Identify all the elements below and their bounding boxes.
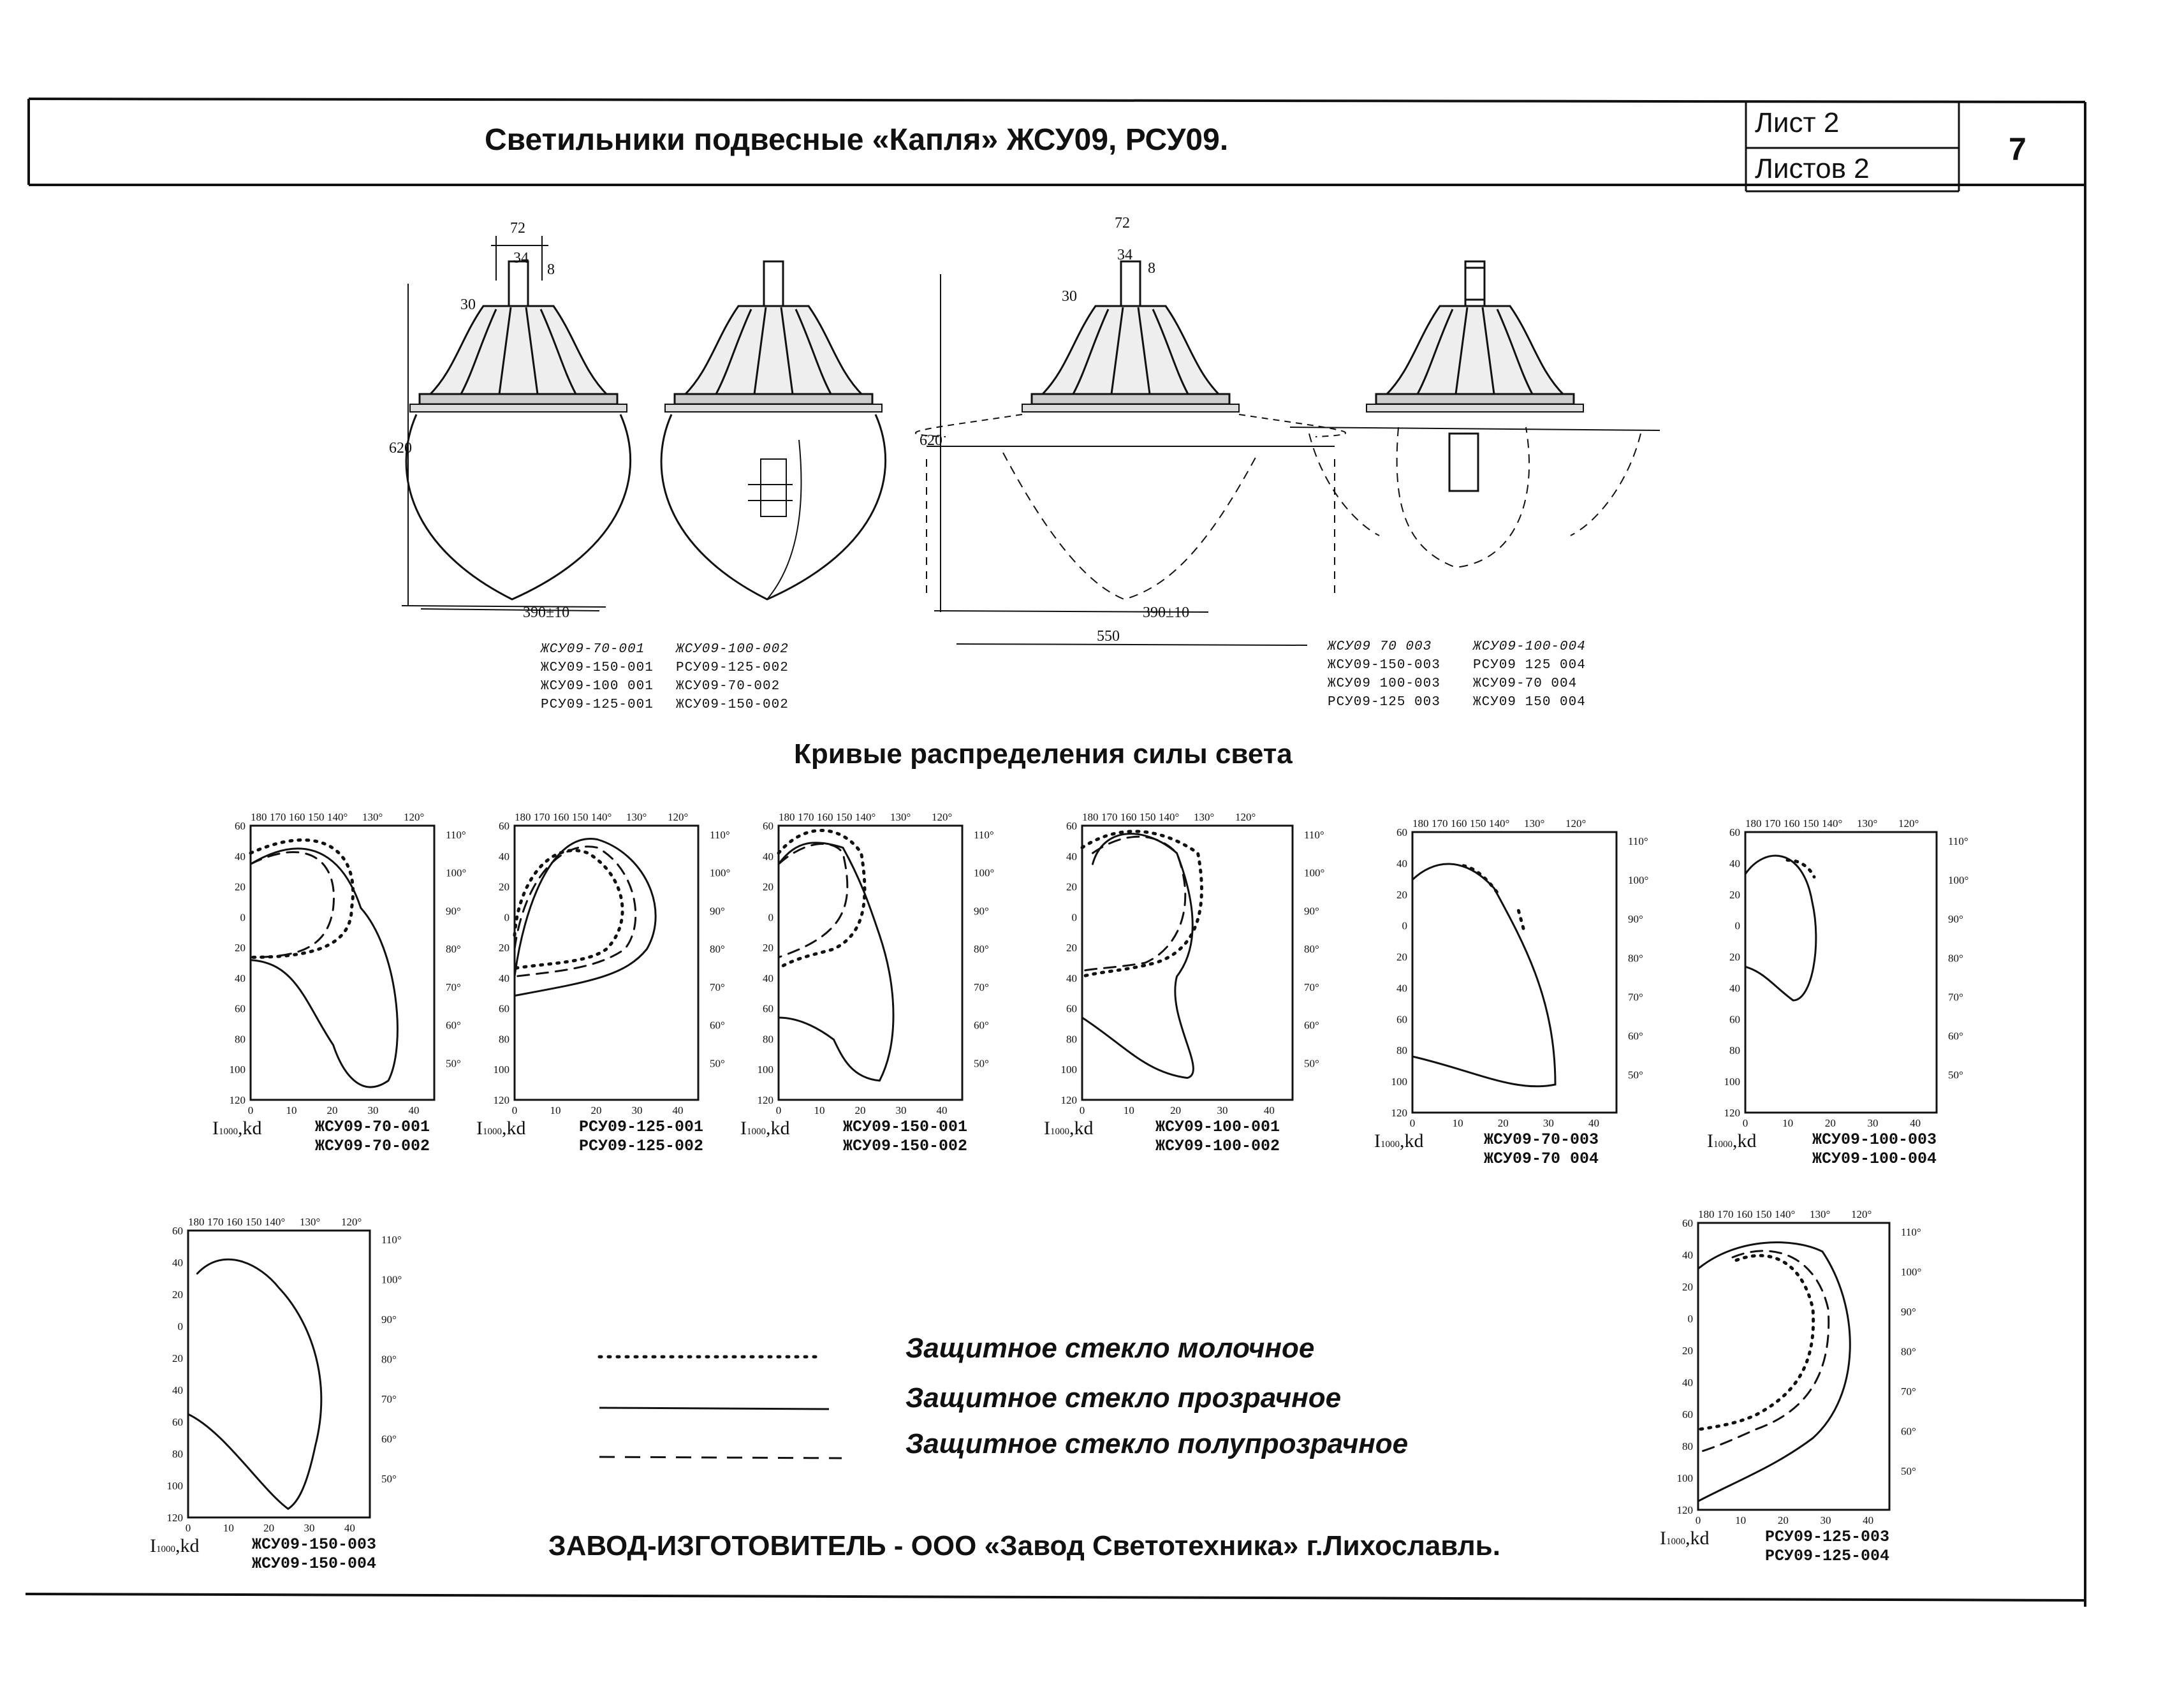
angle-tick-label: 70° bbox=[381, 1393, 397, 1405]
y-tick-label: 80 bbox=[1729, 1044, 1740, 1057]
angle-tick-label: 60° bbox=[974, 1019, 989, 1032]
top-angle-label: 130° bbox=[1194, 811, 1215, 823]
y-tick-label: 60 bbox=[235, 820, 246, 832]
angle-tick-label: 100° bbox=[1628, 874, 1649, 887]
top-angle-label: 140° bbox=[1822, 817, 1843, 830]
y-tick-label: 60 bbox=[1729, 826, 1740, 838]
y-tick-label: 60 bbox=[235, 1002, 246, 1015]
x-tick-label: 30 bbox=[895, 1104, 907, 1116]
angle-tick-label: 80° bbox=[710, 943, 725, 956]
top-angle-label: 130° bbox=[1524, 817, 1545, 830]
top-angle-label: 170 bbox=[798, 811, 814, 823]
plot-name: ЖСУ09-70-003 ЖСУ09-70 004 bbox=[1484, 1130, 1599, 1168]
top-angle-label: 120° bbox=[668, 811, 689, 823]
legend-label-dotted: Защитное стекло молочное bbox=[905, 1333, 1315, 1364]
angle-tick-label: 60° bbox=[1948, 1030, 1963, 1042]
plot-name: ЖСУ09-150-003 ЖСУ09-150-004 bbox=[252, 1535, 377, 1573]
angle-tick-label: 60° bbox=[1901, 1425, 1916, 1438]
x-tick-label: 0 bbox=[185, 1522, 191, 1534]
y-tick-label: 20 bbox=[1729, 888, 1740, 901]
top-angle-label: 180 bbox=[188, 1216, 205, 1228]
angle-tick-label: 100° bbox=[446, 866, 467, 879]
x-tick-label: 20 bbox=[854, 1104, 866, 1116]
page-number: 7 bbox=[2009, 131, 2026, 167]
section-title: Кривые распределения силы света bbox=[794, 738, 1293, 770]
angle-tick-label: 100° bbox=[1304, 866, 1325, 879]
plot-name: ЖСУ09-100-003 ЖСУ09-100-004 bbox=[1812, 1130, 1937, 1168]
x-tick-label: 20 bbox=[263, 1522, 275, 1534]
top-angle-label: 140° bbox=[591, 811, 612, 823]
y-tick-label: 40 bbox=[1396, 982, 1407, 995]
x-tick-label: 40 bbox=[936, 1104, 948, 1116]
y-tick-label: 40 bbox=[235, 972, 246, 984]
units-label: I1000,kd bbox=[1044, 1118, 1094, 1139]
x-tick-label: 20 bbox=[326, 1104, 338, 1116]
top-angle-label: 140° bbox=[1775, 1208, 1796, 1220]
angle-tick-label: 100° bbox=[1948, 874, 1969, 887]
x-tick-label: 30 bbox=[367, 1104, 379, 1116]
y-tick-label: 20 bbox=[1066, 942, 1077, 954]
angle-tick-label: 50° bbox=[446, 1057, 461, 1070]
angle-tick-label: 90° bbox=[1948, 913, 1963, 926]
top-angle-label: 160 bbox=[226, 1216, 243, 1228]
top-angle-label: 130° bbox=[362, 811, 383, 823]
top-angle-label: 180 bbox=[1698, 1208, 1715, 1220]
top-angle-label: 160 bbox=[289, 811, 305, 823]
angle-tick-label: 90° bbox=[446, 905, 461, 917]
top-angle-label: 120° bbox=[1851, 1208, 1872, 1220]
angle-tick-label: 70° bbox=[1304, 981, 1319, 993]
top-angle-label: 170 bbox=[1717, 1208, 1734, 1220]
x-tick-label: 0 bbox=[247, 1104, 254, 1116]
y-tick-label: 100 bbox=[229, 1063, 246, 1076]
top-angle-label: 170 bbox=[1101, 811, 1118, 823]
dimension-34: 34 bbox=[513, 250, 529, 267]
y-tick-label: 100 bbox=[493, 1063, 509, 1076]
document-title: Светильники подвесные «Капля» ЖСУ09, РСУ09. bbox=[485, 123, 1229, 157]
angle-tick-label: 100° bbox=[710, 866, 731, 879]
y-tick-label: 20 bbox=[763, 881, 773, 893]
top-angle-label: 150 bbox=[572, 811, 589, 823]
units-label: I1000,kd bbox=[150, 1535, 200, 1556]
x-tick-label: 30 bbox=[1543, 1117, 1554, 1129]
top-angle-label: 170 bbox=[1764, 817, 1781, 830]
angle-tick-label: 100° bbox=[1901, 1266, 1922, 1278]
y-tick-label: 80 bbox=[172, 1448, 183, 1460]
x-tick-label: 40 bbox=[1910, 1117, 1921, 1129]
angle-tick-label: 80° bbox=[381, 1353, 397, 1366]
y-tick-label: 20 bbox=[499, 881, 509, 893]
plot-name: РСУ09-125-003 РСУ09-125-004 bbox=[1765, 1528, 1890, 1565]
angle-tick-label: 50° bbox=[974, 1057, 989, 1070]
units-label: I1000,kd bbox=[1660, 1528, 1710, 1549]
angle-tick-label: 60° bbox=[1304, 1019, 1319, 1032]
y-tick-label: 40 bbox=[1729, 982, 1740, 995]
x-tick-label: 20 bbox=[1170, 1104, 1182, 1116]
y-tick-label: 120 bbox=[757, 1094, 773, 1106]
y-tick-label: 80 bbox=[763, 1033, 773, 1046]
angle-tick-label: 50° bbox=[1948, 1069, 1963, 1081]
y-tick-label: 60 bbox=[499, 1002, 509, 1015]
y-tick-label: 120 bbox=[1724, 1107, 1740, 1119]
plot-name: ЖСУ09-70-001 ЖСУ09-70-002 bbox=[315, 1118, 430, 1155]
y-tick-label: 120 bbox=[166, 1512, 183, 1524]
x-tick-label: 40 bbox=[1863, 1514, 1874, 1526]
y-tick-label: 20 bbox=[235, 942, 246, 954]
dimension-72: 72 bbox=[1115, 215, 1130, 231]
top-angle-label: 160 bbox=[1784, 817, 1800, 830]
y-tick-label: 20 bbox=[1682, 1345, 1693, 1357]
plot-name: ЖСУ09-100-001 ЖСУ09-100-002 bbox=[1155, 1118, 1280, 1155]
angle-tick-label: 110° bbox=[1628, 835, 1648, 847]
top-angle-label: 120° bbox=[404, 811, 425, 823]
angle-tick-label: 60° bbox=[1628, 1030, 1643, 1042]
units-label: I1000,kd bbox=[740, 1118, 790, 1139]
dimension-8: 8 bbox=[547, 261, 555, 278]
y-tick-label: 60 bbox=[172, 1225, 183, 1237]
top-angle-label: 130° bbox=[1857, 817, 1878, 830]
x-tick-label: 10 bbox=[223, 1522, 234, 1534]
x-tick-label: 10 bbox=[1452, 1117, 1463, 1129]
dimension-620: 620 bbox=[920, 432, 942, 449]
dimension-620: 620 bbox=[389, 440, 412, 457]
y-tick-label: 0 bbox=[177, 1320, 183, 1333]
top-angle-label: 180 bbox=[779, 811, 795, 823]
y-tick-label: 40 bbox=[499, 972, 509, 984]
y-tick-label: 40 bbox=[1066, 972, 1077, 984]
top-angle-label: 140° bbox=[265, 1216, 286, 1228]
y-tick-label: 60 bbox=[1066, 1002, 1077, 1015]
top-angle-label: 170 bbox=[534, 811, 550, 823]
y-tick-label: 20 bbox=[1396, 951, 1407, 963]
angle-tick-label: 80° bbox=[974, 943, 989, 956]
angle-tick-label: 110° bbox=[710, 829, 730, 841]
y-tick-label: 100 bbox=[1060, 1063, 1077, 1076]
angle-tick-label: 70° bbox=[1901, 1385, 1916, 1398]
top-angle-label: 140° bbox=[855, 811, 876, 823]
top-angle-label: 130° bbox=[1810, 1208, 1831, 1220]
y-tick-label: 60 bbox=[763, 820, 773, 832]
x-tick-label: 30 bbox=[1820, 1514, 1831, 1526]
angle-tick-label: 60° bbox=[710, 1019, 725, 1032]
top-angle-label: 180 bbox=[251, 811, 267, 823]
angle-tick-label: 80° bbox=[1304, 943, 1319, 956]
top-angle-label: 170 bbox=[270, 811, 286, 823]
top-angle-label: 120° bbox=[1898, 817, 1919, 830]
luminaire-codes-group-3: ЖСУ09 70 003 ЖСУ09-150-003 ЖСУ09 100-003 РСУ09-125 003 bbox=[1328, 640, 1440, 710]
y-tick-label: 20 bbox=[763, 942, 773, 954]
top-angle-label: 150 bbox=[308, 811, 325, 823]
y-tick-label: 20 bbox=[1066, 881, 1077, 893]
dimension-30: 30 bbox=[460, 296, 476, 313]
legend-swatch-solid bbox=[599, 1408, 829, 1409]
y-tick-label: 80 bbox=[1396, 1044, 1407, 1057]
x-tick-label: 20 bbox=[1497, 1117, 1509, 1129]
top-angle-label: 170 bbox=[1432, 817, 1448, 830]
top-angle-label: 160 bbox=[817, 811, 833, 823]
x-tick-label: 30 bbox=[1867, 1117, 1879, 1129]
y-tick-label: 80 bbox=[235, 1033, 246, 1046]
dimension-550: 550 bbox=[1097, 628, 1120, 645]
angle-tick-label: 70° bbox=[446, 981, 461, 993]
y-tick-label: 40 bbox=[235, 850, 246, 863]
units-label: I1000,kd bbox=[1707, 1130, 1757, 1151]
manufacturer-note: ЗАВОД-ИЗГОТОВИТЕЛЬ - ООО «Завод Светотехника» г.Лихославль. bbox=[548, 1530, 1500, 1561]
angle-tick-label: 110° bbox=[446, 829, 466, 841]
y-tick-label: 120 bbox=[493, 1094, 509, 1106]
top-angle-label: 140° bbox=[327, 811, 348, 823]
top-angle-label: 160 bbox=[1120, 811, 1137, 823]
units-label: I1000,kd bbox=[1374, 1130, 1424, 1151]
y-tick-label: 20 bbox=[1729, 951, 1740, 963]
x-tick-label: 40 bbox=[408, 1104, 420, 1116]
angle-tick-label: 90° bbox=[1901, 1306, 1916, 1318]
y-tick-label: 120 bbox=[229, 1094, 246, 1106]
top-angle-label: 180 bbox=[1412, 817, 1429, 830]
y-tick-label: 20 bbox=[235, 881, 246, 893]
y-tick-label: 100 bbox=[1391, 1076, 1407, 1088]
y-tick-label: 120 bbox=[1060, 1094, 1077, 1106]
x-tick-label: 20 bbox=[590, 1104, 602, 1116]
x-tick-label: 20 bbox=[1824, 1117, 1836, 1129]
top-angle-label: 180 bbox=[1745, 817, 1762, 830]
x-tick-label: 10 bbox=[550, 1104, 561, 1116]
x-tick-label: 30 bbox=[1217, 1104, 1228, 1116]
x-tick-label: 0 bbox=[775, 1104, 782, 1116]
x-tick-label: 40 bbox=[344, 1522, 355, 1534]
angle-tick-label: 50° bbox=[1304, 1057, 1319, 1070]
x-tick-label: 0 bbox=[1695, 1514, 1701, 1526]
y-tick-label: 20 bbox=[172, 1352, 183, 1364]
top-angle-label: 150 bbox=[246, 1216, 262, 1228]
y-tick-label: 40 bbox=[1066, 850, 1077, 863]
plot-name: ЖСУ09-150-001 ЖСУ09-150-002 bbox=[843, 1118, 968, 1155]
y-tick-label: 20 bbox=[1396, 888, 1407, 901]
top-angle-label: 120° bbox=[932, 811, 953, 823]
top-angle-label: 120° bbox=[341, 1216, 362, 1228]
angle-tick-label: 90° bbox=[1628, 913, 1643, 926]
y-tick-label: 40 bbox=[1682, 1249, 1693, 1261]
dimension-30: 30 bbox=[1062, 288, 1077, 305]
angle-tick-label: 90° bbox=[381, 1313, 397, 1326]
y-tick-label: 60 bbox=[499, 820, 509, 832]
angle-tick-label: 110° bbox=[974, 829, 994, 841]
y-tick-label: 60 bbox=[1066, 820, 1077, 832]
x-tick-label: 30 bbox=[631, 1104, 643, 1116]
x-tick-label: 20 bbox=[1777, 1514, 1789, 1526]
angle-tick-label: 80° bbox=[446, 943, 461, 956]
y-tick-label: 40 bbox=[1729, 857, 1740, 870]
y-tick-label: 40 bbox=[1682, 1377, 1693, 1389]
y-tick-label: 40 bbox=[172, 1257, 183, 1269]
angle-tick-label: 50° bbox=[1628, 1069, 1643, 1081]
angle-tick-label: 100° bbox=[381, 1273, 402, 1286]
angle-tick-label: 60° bbox=[381, 1433, 397, 1445]
top-angle-label: 150 bbox=[1470, 817, 1486, 830]
top-angle-label: 120° bbox=[1235, 811, 1256, 823]
dimension-34: 34 bbox=[1117, 247, 1132, 263]
x-tick-label: 40 bbox=[672, 1104, 684, 1116]
y-tick-label: 0 bbox=[768, 911, 773, 924]
legend-swatch-dashed bbox=[599, 1457, 842, 1458]
angle-tick-label: 70° bbox=[1948, 991, 1963, 1004]
top-angle-label: 150 bbox=[1803, 817, 1819, 830]
angle-tick-label: 50° bbox=[710, 1057, 725, 1070]
angle-tick-label: 90° bbox=[974, 905, 989, 917]
y-tick-label: 20 bbox=[172, 1289, 183, 1301]
units-label: I1000,kd bbox=[476, 1118, 526, 1139]
angle-tick-label: 70° bbox=[1628, 991, 1643, 1004]
x-tick-label: 10 bbox=[286, 1104, 297, 1116]
y-tick-label: 100 bbox=[166, 1480, 183, 1492]
legend-label-dashed: Защитное стекло полупрозрачное bbox=[905, 1428, 1409, 1459]
x-tick-label: 0 bbox=[1079, 1104, 1085, 1116]
angle-tick-label: 110° bbox=[1948, 835, 1968, 847]
top-angle-label: 150 bbox=[1140, 811, 1156, 823]
plot-name: РСУ09-125-001 РСУ09-125-002 bbox=[579, 1118, 704, 1155]
angle-tick-label: 60° bbox=[446, 1019, 461, 1032]
top-angle-label: 180 bbox=[1082, 811, 1099, 823]
y-tick-label: 20 bbox=[1682, 1281, 1693, 1293]
y-tick-label: 60 bbox=[1682, 1217, 1693, 1229]
dimension-diameter-390: 390±10 bbox=[523, 604, 570, 621]
angle-tick-label: 70° bbox=[710, 981, 725, 993]
sheets-count-label: Листов 2 bbox=[1755, 153, 1870, 184]
top-angle-label: 160 bbox=[1736, 1208, 1753, 1220]
x-tick-label: 30 bbox=[304, 1522, 315, 1534]
y-tick-label: 40 bbox=[499, 850, 509, 863]
angle-tick-label: 70° bbox=[974, 981, 989, 993]
sheet-label: Лист 2 bbox=[1755, 107, 1840, 138]
y-tick-label: 80 bbox=[499, 1033, 509, 1046]
x-tick-label: 10 bbox=[1782, 1117, 1794, 1129]
y-tick-label: 60 bbox=[1396, 826, 1407, 838]
units-label: I1000,kd bbox=[212, 1118, 262, 1139]
angle-tick-label: 100° bbox=[974, 866, 995, 879]
top-angle-label: 130° bbox=[890, 811, 911, 823]
y-tick-label: 0 bbox=[1402, 919, 1407, 932]
y-tick-label: 40 bbox=[172, 1384, 183, 1396]
angle-tick-label: 50° bbox=[381, 1473, 397, 1485]
angle-tick-label: 80° bbox=[1948, 952, 1963, 965]
y-tick-label: 120 bbox=[1391, 1107, 1407, 1119]
x-tick-label: 0 bbox=[1409, 1117, 1416, 1129]
top-angle-label: 140° bbox=[1159, 811, 1180, 823]
y-tick-label: 0 bbox=[1071, 911, 1077, 924]
x-tick-label: 10 bbox=[814, 1104, 825, 1116]
y-tick-label: 60 bbox=[172, 1416, 183, 1428]
angle-tick-label: 110° bbox=[1901, 1226, 1921, 1238]
top-angle-label: 140° bbox=[1489, 817, 1510, 830]
dimension-8: 8 bbox=[1148, 260, 1155, 277]
top-angle-label: 180 bbox=[515, 811, 531, 823]
top-angle-label: 130° bbox=[626, 811, 647, 823]
x-tick-label: 10 bbox=[1123, 1104, 1134, 1116]
angle-tick-label: 80° bbox=[1901, 1345, 1916, 1358]
y-tick-label: 60 bbox=[763, 1002, 773, 1015]
top-angle-label: 150 bbox=[836, 811, 853, 823]
y-tick-label: 100 bbox=[757, 1063, 773, 1076]
angle-tick-label: 110° bbox=[381, 1234, 402, 1246]
x-tick-label: 40 bbox=[1588, 1117, 1599, 1129]
x-tick-label: 10 bbox=[1735, 1514, 1747, 1526]
y-tick-label: 60 bbox=[1682, 1408, 1693, 1421]
top-angle-label: 150 bbox=[1755, 1208, 1772, 1220]
y-tick-label: 0 bbox=[1687, 1313, 1693, 1325]
y-tick-label: 40 bbox=[763, 850, 773, 863]
top-angle-label: 160 bbox=[553, 811, 569, 823]
y-tick-label: 60 bbox=[1396, 1013, 1407, 1026]
top-angle-label: 120° bbox=[1565, 817, 1587, 830]
y-tick-label: 0 bbox=[1734, 919, 1740, 932]
y-tick-label: 40 bbox=[1396, 857, 1407, 870]
angle-tick-label: 50° bbox=[1901, 1465, 1916, 1477]
y-tick-label: 80 bbox=[1682, 1440, 1693, 1452]
y-tick-label: 120 bbox=[1676, 1504, 1693, 1516]
angle-tick-label: 90° bbox=[1304, 905, 1319, 917]
luminaire-codes-group-4: ЖСУ09-100-004 РСУ09 125 004 ЖСУ09-70 004 ЖСУ09 150 004 bbox=[1473, 640, 1586, 710]
y-tick-label: 20 bbox=[499, 942, 509, 954]
luminaire-codes-group-1: ЖСУ09-70-001 ЖСУ09-150-001 ЖСУ09-100 001 РСУ09-125-001 bbox=[541, 642, 654, 712]
angle-tick-label: 90° bbox=[710, 905, 725, 917]
y-tick-label: 100 bbox=[1676, 1472, 1693, 1484]
dimension-diameter-390: 390±10 bbox=[1143, 604, 1190, 621]
dimension-72: 72 bbox=[510, 220, 525, 237]
top-angle-label: 160 bbox=[1451, 817, 1467, 830]
y-tick-label: 40 bbox=[763, 972, 773, 984]
y-tick-label: 80 bbox=[1066, 1033, 1077, 1046]
angle-tick-label: 110° bbox=[1304, 829, 1324, 841]
luminaire-codes-group-2: ЖСУ09-100-002 РСУ09-125-002 ЖСУ09-70-002 ЖСУ09-150-002 bbox=[676, 642, 789, 712]
angle-tick-label: 80° bbox=[1628, 952, 1643, 965]
y-tick-label: 0 bbox=[504, 911, 509, 924]
x-tick-label: 40 bbox=[1263, 1104, 1275, 1116]
top-angle-label: 130° bbox=[300, 1216, 321, 1228]
y-tick-label: 100 bbox=[1724, 1076, 1740, 1088]
y-tick-label: 0 bbox=[240, 911, 246, 924]
top-angle-label: 170 bbox=[207, 1216, 224, 1228]
legend-label-solid: Защитное стекло прозрачное bbox=[905, 1382, 1342, 1414]
y-tick-label: 60 bbox=[1729, 1013, 1740, 1026]
x-tick-label: 0 bbox=[1742, 1117, 1748, 1129]
x-tick-label: 0 bbox=[511, 1104, 518, 1116]
